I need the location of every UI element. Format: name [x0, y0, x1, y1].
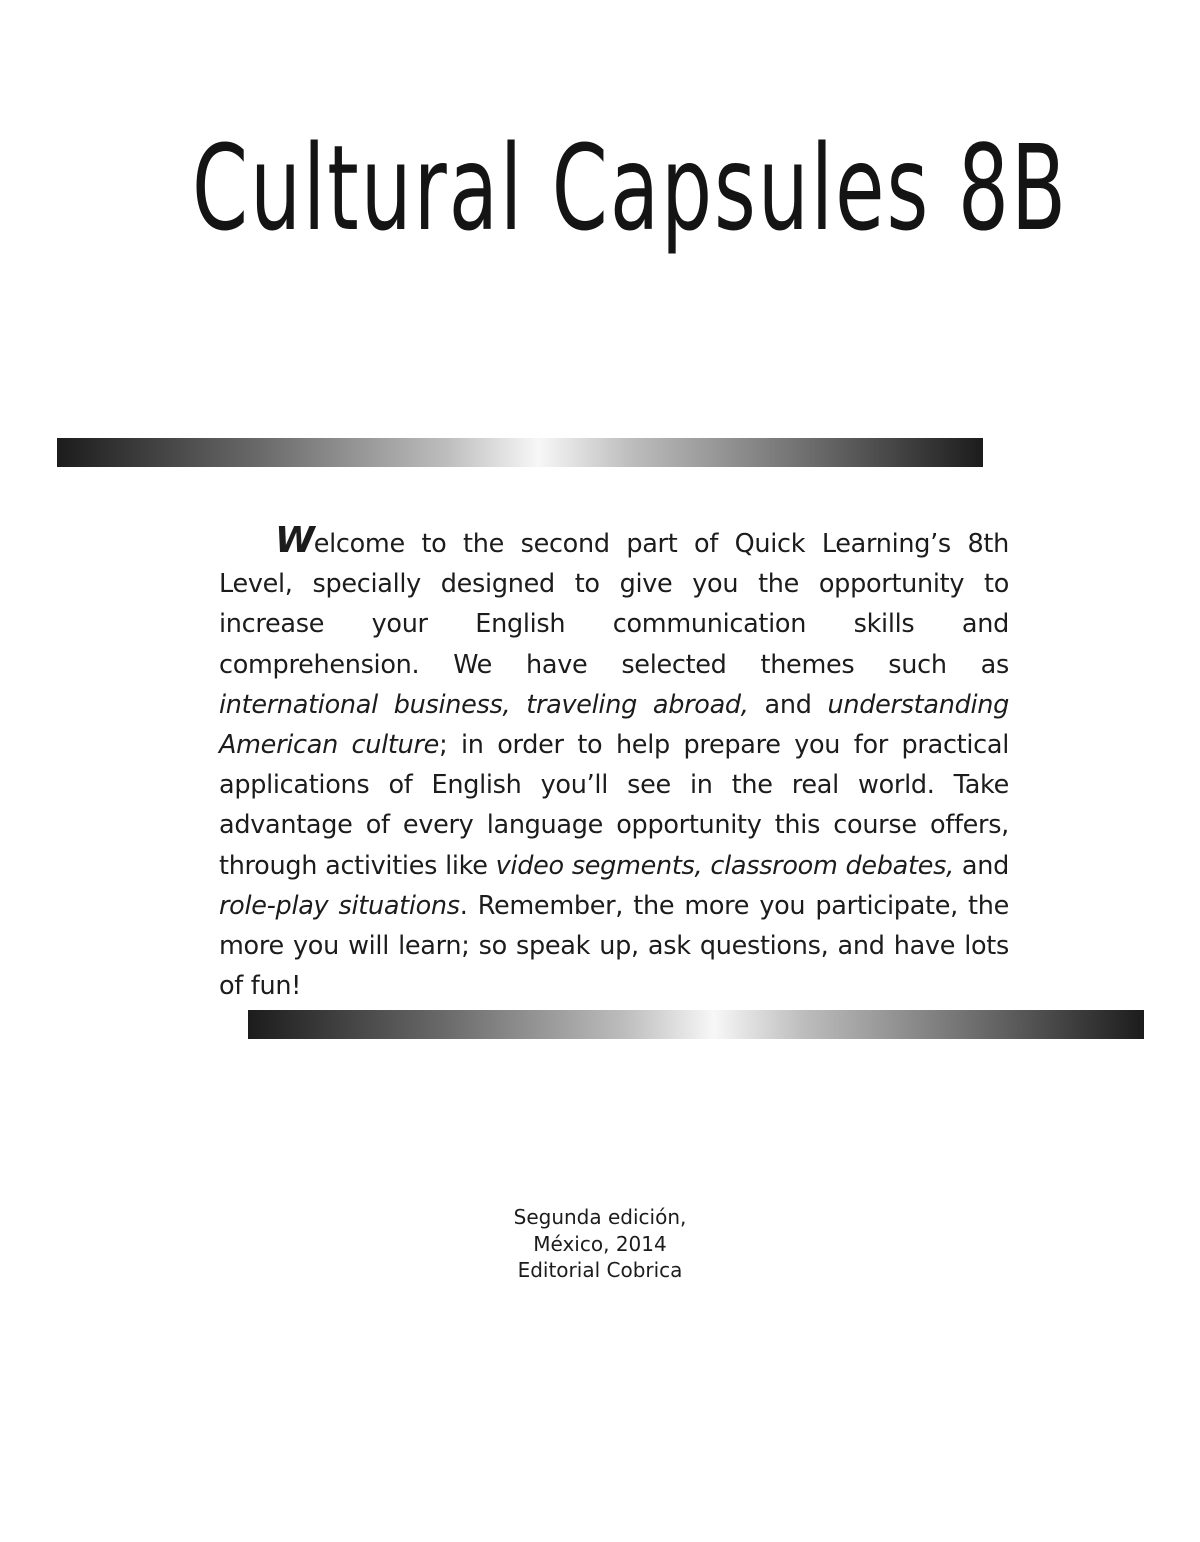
intro-paragraph: [219, 521, 1009, 1006]
intro-text: and: [748, 689, 828, 720]
intro-text: . Remember, the more you participate, the more you will learn; so speak up, ask questions, and have lots of fun!: [219, 890, 1009, 1002]
edition-line: Segunda edición,: [513, 1205, 687, 1229]
intro-text: and: [953, 850, 1009, 881]
imprint-block: [0, 1204, 1200, 1284]
intro-emphasis: video segments, classroom debates,: [495, 850, 954, 881]
intro-emphasis: role-play situations: [219, 890, 460, 921]
intro-emphasis: understanding American culture: [219, 689, 1009, 761]
intro-text: ; in order to help prepare you for practical applications of English you’ll see in the real world. Take advantage of every language opportunity this course offers, through activities like: [219, 730, 1009, 881]
drop-cap: W: [275, 520, 314, 561]
publisher-line: Editorial Cobrica: [517, 1258, 683, 1282]
place-year-line: México, 2014: [533, 1231, 667, 1256]
page-title: Cultural Capsules 8B: [192, 119, 1069, 257]
intro-text: elcome to the second part of Quick Learning’s 8th Level, specially designed to give you the opportunity to increase your English communication skills and comprehension. We have selected themes such as: [219, 529, 1009, 680]
intro-emphasis: international business, traveling abroad,: [219, 689, 749, 720]
decorative-gradient-bar-top: [57, 438, 983, 467]
decorative-gradient-bar-bottom: [248, 1010, 1144, 1039]
